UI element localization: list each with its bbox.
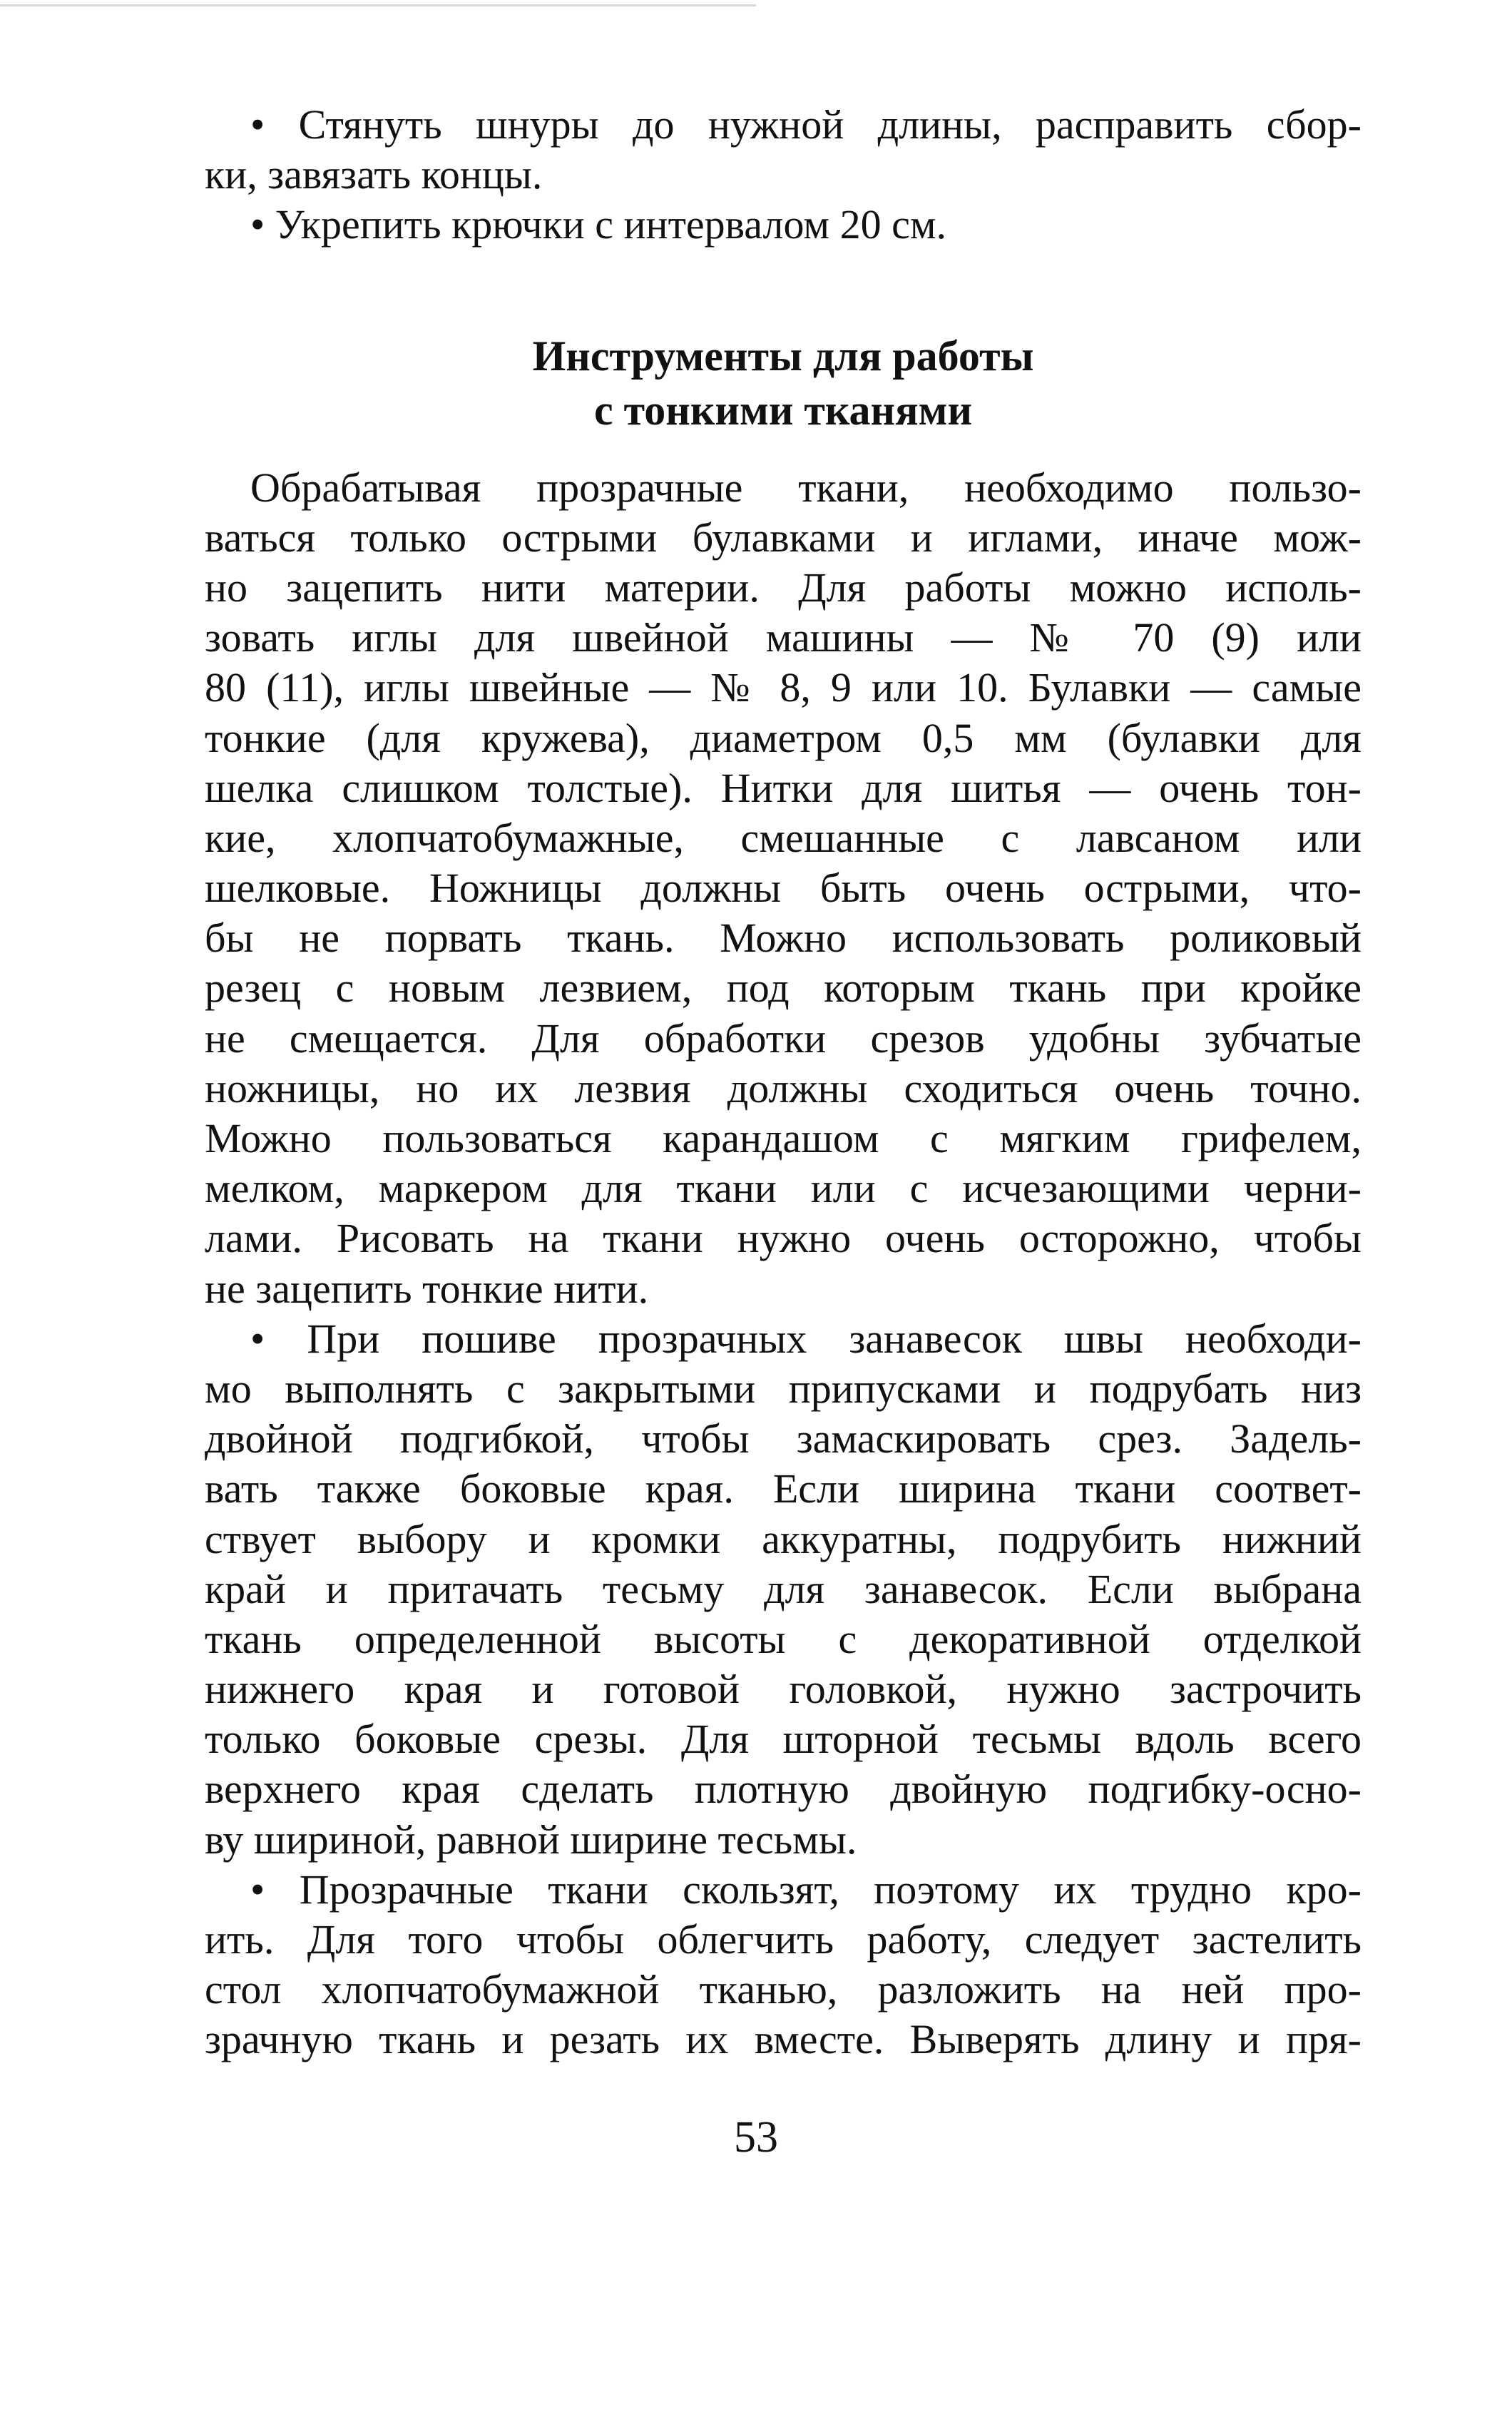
text-line: зрачную ткань и резать их вместе. Выверять длину и пря- xyxy=(205,2016,1362,2063)
text-line: • При пошиве прозрачных занавесок швы необходи- xyxy=(250,1315,1362,1362)
text-line: вать также боковые края. Если ширина ткани соответ- xyxy=(205,1465,1362,1512)
text-line: • Укрепить крючки с интервалом 20 см. xyxy=(250,201,947,248)
text-line: Обрабатывая прозрачные ткани, необходимо пользо- xyxy=(250,464,1362,511)
text-line: резец с новым лезвием, под которым ткань при кройке xyxy=(205,965,1362,1012)
text-line: верхнего края сделать плотную двойную подгибку-осно- xyxy=(205,1766,1362,1813)
text-line: ткань определенной высоты с декоративной отделкой xyxy=(205,1615,1362,1662)
text-line: • Стянуть шнуры до нужной длины, расправить сбор- xyxy=(250,101,1362,148)
page-number: 53 xyxy=(734,2113,778,2162)
text-line: мелком, маркером для ткани или с исчезающими черни- xyxy=(205,1165,1362,1212)
text-line: двойной подгибкой, чтобы замаскировать срез. Задель- xyxy=(205,1415,1362,1462)
text-line: мо выполнять с закрытыми припусками и подрубать низ xyxy=(205,1365,1362,1412)
text-line: ваться только острыми булавками и иглами, иначе мож- xyxy=(205,514,1362,561)
text-line: ствует выбору и кромки аккуратны, подрубить нижний xyxy=(205,1515,1362,1562)
text-line: ножницы, но их лезвия должны сходиться очень точно. xyxy=(205,1064,1362,1111)
text-line: только боковые срезы. Для шторной тесьмы вдоль всего xyxy=(205,1716,1362,1763)
text-line: край и притачать тесьму для занавесок. Если выбрана xyxy=(205,1565,1362,1612)
text-line: но зацепить нити материи. Для работы можно исполь- xyxy=(205,564,1362,611)
text-line: ки, завязать концы. xyxy=(205,151,543,198)
text-line: не зацепить тонкие нити. xyxy=(205,1265,649,1312)
section-heading xyxy=(205,329,1362,437)
paragraph xyxy=(205,1865,1362,2065)
text-line: • Прозрачные ткани скользят, поэтому их трудно кро- xyxy=(250,1866,1362,1913)
page-text xyxy=(205,100,1362,2065)
text-line: не смещается. Для обработки срезов удобны зубчатые xyxy=(205,1014,1362,1062)
text-line: бы не порвать ткань. Можно использовать роликовый xyxy=(205,915,1362,962)
paragraph xyxy=(205,1314,1362,1865)
bullet-item xyxy=(205,100,1362,200)
scan-edge-line xyxy=(0,4,756,6)
text-line: шелка слишком толстые). Нитки для шитья — очень тон- xyxy=(205,764,1362,811)
bullet-item xyxy=(205,200,1362,250)
text-line: Можно пользоваться карандашом с мягким грифелем, xyxy=(205,1115,1362,1161)
text-line: шелковые. Ножницы должны быть очень острыми, что- xyxy=(205,865,1362,912)
heading-line: Инструменты для работы xyxy=(532,332,1034,380)
text-line: зовать иглы для швейной машины — № 70 (9) или xyxy=(205,614,1362,661)
text-line: нижнего края и готовой головкой, нужно застрочить xyxy=(205,1666,1362,1713)
paragraph xyxy=(205,463,1362,1314)
heading-line: с тонкими тканями xyxy=(593,386,973,434)
text-line: ить. Для того чтобы облегчить работу, следует застелить xyxy=(205,1916,1362,1963)
text-line: кие, хлопчатобумажные, смешанные с лавсаном или xyxy=(205,814,1362,861)
text-line: стол хлопчатобумажной тканью, разложить на ней про- xyxy=(205,1966,1362,2013)
text-line: ву шириной, равной ширине тесьмы. xyxy=(205,1816,857,1863)
text-line: 80 (11), иглы швейные — № 8, 9 или 10. Булавки — самые xyxy=(205,664,1362,711)
text-line: лами. Рисовать на ткани нужно очень осторожно, чтобы xyxy=(205,1215,1362,1262)
text-line: тонкие (для кружева), диаметром 0,5 мм (булавки для xyxy=(205,714,1362,761)
